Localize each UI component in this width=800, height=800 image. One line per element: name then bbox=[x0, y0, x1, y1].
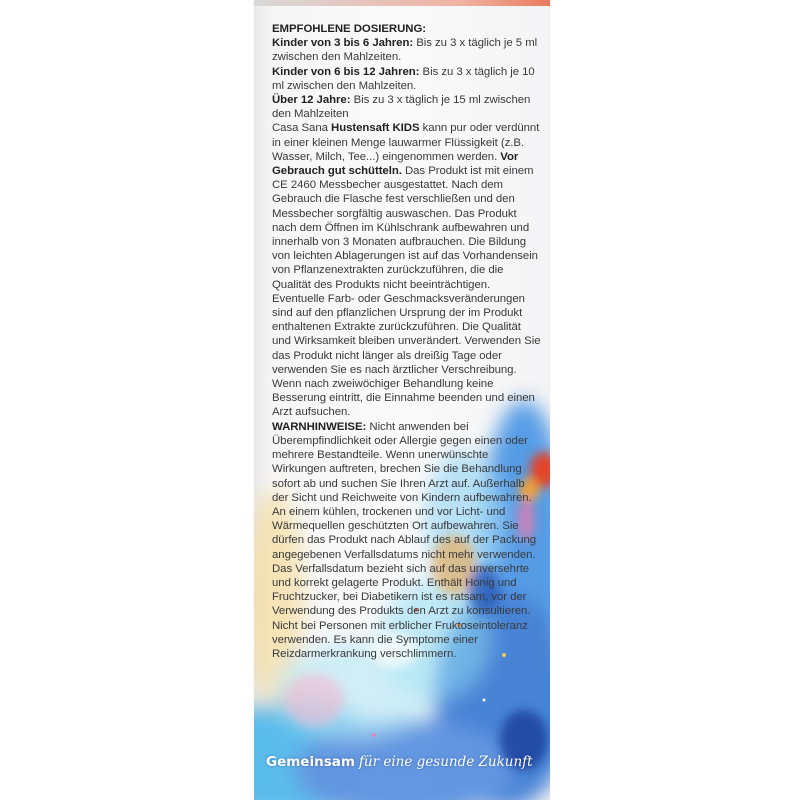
slogan-bold: Gemeinsam bbox=[266, 754, 355, 770]
product-instructions bbox=[272, 22, 542, 661]
dosage-heading: EMPFOHLENE DOSIERUNG: bbox=[272, 23, 426, 35]
slogan bbox=[266, 754, 546, 770]
warnings-paragraph: WARNHINWEISE: Nicht anwenden bei Überempfindlichkeit oder Allergie gegen einen oder mehrere Bestandteile. Wenn unerwünschte Wirkungen auftreten, brechen Sie die Behandlung sofort ab und suchen Sie Ihren Arzt auf. Außerhalb der Sicht und Reichweite von Kindern aufbewahren. An einem kühlen, trockenen und vor Licht- und Wärmequellen geschützten Ort aufbewahren. Sie dürfen das Produkt nach Ablauf des auf der Packung angegebenen Verfallsdatums nicht mehr verwenden. Das Verfallsdatum bezieht sich auf das unversehrte und korrekt gelagerte Produkt. Enthält Honig und Fruchtzucker, bei Diabetikern ist es ratsam, vor der Verwendung des Produkts den Arzt zu konsultieren. Nicht bei Personen mit erblicher Fruktoseintoleranz verwenden. Es kann die Symptome einer Reizdarmerkrankung verschlimmern. bbox=[272, 420, 537, 660]
shake-note: Vor Gebrauch gut schütteln. bbox=[272, 150, 519, 178]
usage-paragraph: Casa Sana Hustensaft KIDS kann pur oder verdünnt in einer kleinen Menge lauwarmer Flüssigkeit (z.B. Wasser, Milch, Tee...) eingenommen werden. Vor Gebrauch gut schütteln. Das Produkt ist mit einem CE 2460 Messbecher ausgestattet. Nach dem Gebrauch die Flasche fest verschließen und den Messbecher sorgfältig auswaschen. Das Produkt nach dem Öffnen im Kühlschrank aufbewahren und innerhalb von 3 Monaten aufbrauchen. Die Bildung von leichten Ablagerungen ist auf das Vorhandensein von Pflanzenextrakten zurückzuführen, die die Qualität des Produkts nicht beeinträchtigen. Eventuelle Farb- oder Geschmacksveränderungen sind auf den pflanzlichen Ursprung der im Produkt enthaltenen Extrakte zurückzuführen. Die Qualität und Wirksamkeit bleiben unverändert. Verwenden Sie das Produkt nicht länger als dreißig Tage oder verwenden Sie es nach ärztlicher Verschreibung. Wenn nach zweiwöchiger Behandlung keine Besserung eintritt, die Einnahme beenden und einen Arzt aufsuchen. bbox=[272, 122, 541, 419]
dosage-kids-3-6: Kinder von 3 bis 6 Jahren: Bis zu 3 x täglich je 5 ml zwischen den Mahlzeiten. bbox=[272, 37, 538, 64]
slogan-script: für eine gesunde Zukunft bbox=[358, 754, 533, 770]
package-side-panel bbox=[254, 0, 550, 800]
warnings-heading: WARNHINWEISE: bbox=[272, 420, 367, 433]
dosage-kids-6-12: Kinder von 6 bis 12 Jahren: Bis zu 3 x täglich je 10 ml zwischen den Mahlzeiten. bbox=[272, 65, 535, 92]
product-name: Hustensaft KIDS bbox=[331, 122, 420, 135]
dosage-over-12: Über 12 Jahre: Bis zu 3 x täglich je 15 ml zwischen den Mahlzeiten bbox=[272, 94, 531, 121]
